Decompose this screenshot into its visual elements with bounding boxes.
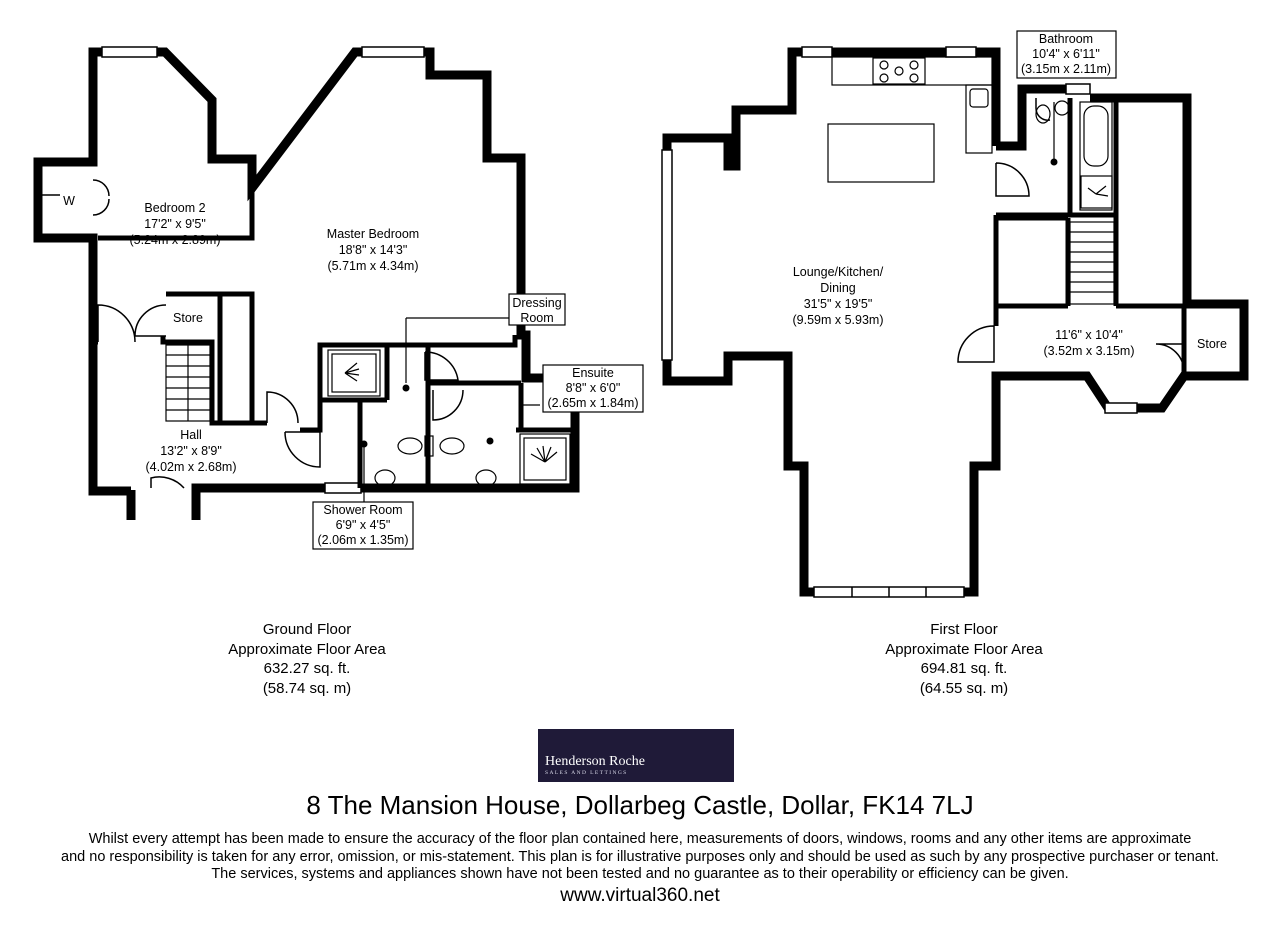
bathroom-metric: (3.15m x 2.11m) [1020, 62, 1112, 76]
ground-floor-plan [38, 47, 643, 549]
bedroom2-metric: (5.24m x 2.89m) [129, 233, 221, 247]
first-floor-walls [667, 52, 1244, 592]
ensuite-imperial: 8'8" x 6'0" [565, 381, 621, 395]
logo-brand-text: Henderson Roche [545, 754, 645, 769]
hall-name: Hall [180, 428, 202, 442]
bedroom2-name: Bedroom 2 [144, 201, 206, 215]
store-label: Store [173, 311, 203, 325]
ensuite-name: Ensuite [572, 366, 614, 380]
room-metric: (3.52m x 3.15m) [1043, 344, 1135, 358]
first-floor-stairs [1070, 222, 1114, 304]
lounge-imperial: 31'5" x 19'5" [803, 297, 873, 311]
agency-logo [538, 729, 734, 782]
ground-floor-walls [38, 52, 575, 520]
dressing-room-line2: Room [520, 311, 554, 325]
master-bedroom-name: Master Bedroom [326, 227, 420, 241]
ground-floor-area-imperial: 632.27 sq. ft. [263, 660, 351, 677]
shower-room-name: Shower Room [323, 503, 403, 517]
disclaimer-line2: and no responsibility is taken for any error, omission, or mis-statement. This plan is for illustrative purposes only and should be used as such by any prospective purchaser or tenant. [61, 848, 1219, 865]
disclaimer-line1: Whilst every attempt has been made to ensure the accuracy of the floor plan contained here, measurements of doors, windows, rooms and any other items are approximate [88, 831, 1192, 847]
ground-floor-area-metric: (58.74 sq. m) [262, 679, 352, 697]
hall-imperial: 13'2" x 8'9" [160, 444, 222, 458]
master-bedroom-imperial: 18'8" x 14'3" [338, 243, 408, 257]
disclaimer-line3: The services, systems and appliances shown have not been tested and no guarantee as to their operability or efficiency can be given. [211, 866, 1069, 882]
room-imperial: 11'6" x 10'4" [1055, 328, 1123, 342]
dressing-room-line1: Dressing [512, 296, 562, 310]
shower-room-metric: (2.06m x 1.35m) [317, 533, 409, 547]
bedroom2-imperial: 17'2" x 9'5" [144, 217, 206, 231]
first-floor-light-points [1051, 159, 1058, 166]
first-floor-caption [814, 620, 1114, 698]
disclaimer [0, 831, 1280, 884]
lounge-line1: Lounge/Kitchen/ [792, 265, 884, 279]
lounge-line2: Dining [820, 281, 856, 295]
first-floor-store-label: Store [1197, 337, 1227, 351]
property-address: 8 The Mansion House, Dollarbeg Castle, Dollar, FK14 7LJ [306, 790, 974, 820]
ground-floor-subtitle: Approximate Floor Area [228, 640, 386, 658]
first-floor-plan [662, 31, 1244, 597]
first-floor-area-imperial: 694.81 sq. ft. [920, 660, 1008, 677]
first-floor-subtitle: Approximate Floor Area [885, 640, 1043, 658]
wardrobe-label: W [63, 194, 75, 208]
first-floor-bathroom-fittings [1036, 101, 1112, 210]
master-bedroom-metric: (5.71m x 4.34m) [327, 259, 419, 273]
first-floor-kitchen-fittings [828, 57, 992, 182]
hall-metric: (4.02m x 2.68m) [145, 460, 237, 474]
website-link[interactable]: www.virtual360.net [560, 885, 720, 906]
bathroom-name: Bathroom [1038, 32, 1094, 46]
first-floor-title: First Floor [930, 621, 998, 638]
first-floor-room-labels [792, 32, 1226, 358]
bathroom-imperial: 10'4" x 6'11" [1032, 47, 1100, 61]
first-floor-area-metric: (64.55 sq. m) [919, 679, 1009, 697]
ground-floor-title: Ground Floor [262, 621, 352, 638]
logo-tagline: SALES AND LETTINGS [545, 770, 628, 776]
ground-floor-stairs [166, 345, 210, 421]
ensuite-metric: (2.65m x 1.84m) [547, 396, 639, 410]
ground-floor-caption [157, 620, 457, 698]
shower-room-imperial: 6'9" x 4'5" [335, 518, 391, 532]
lounge-metric: (9.59m x 5.93m) [792, 313, 884, 327]
